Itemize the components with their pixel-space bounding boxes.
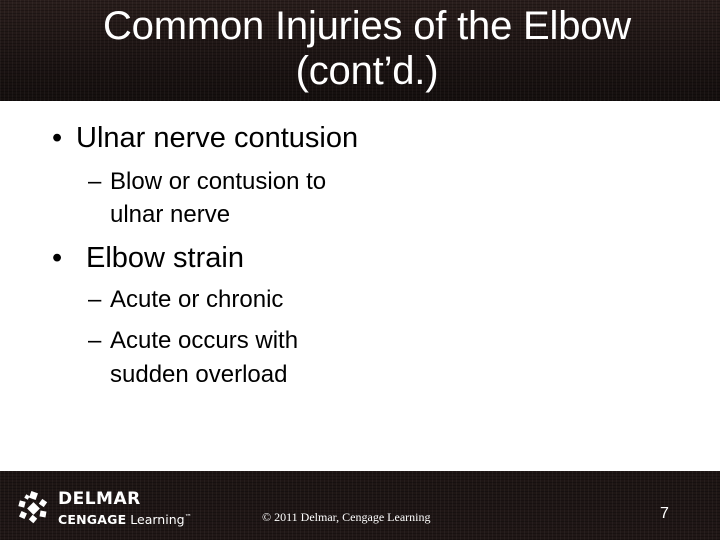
sub-bullet-marker: – [88, 286, 102, 313]
bullet-text: Elbow strain [86, 242, 244, 274]
sub-bullet-line: Acute or chronic [110, 286, 284, 313]
page-number: 7 [660, 505, 669, 522]
delmar-logo-name: DELMAR [58, 489, 141, 509]
sub-bullet-line: ulnar nerve [110, 201, 231, 228]
sub-bullet-line: sudden overload [110, 361, 288, 388]
sub-bullet-line: Acute occurs with [110, 327, 299, 354]
bullet-marker: • [52, 122, 63, 154]
bullet-elbow-strain [52, 241, 244, 275]
slide-footer [0, 471, 720, 540]
slide-title [0, 4, 720, 94]
slide-content [0, 101, 720, 471]
sub-bullet-marker: – [88, 168, 102, 195]
delmar-pinwheel-icon [17, 491, 51, 525]
copyright-text: © 2011 Delmar, Cengage Learning [262, 510, 431, 524]
bullet-text: Ulnar nerve contusion [76, 122, 359, 154]
slide-title-line-2: (cont’d.) [295, 49, 439, 93]
sub-bullet-line: Blow or contusion to [110, 168, 327, 195]
bullet-marker: • [52, 242, 63, 274]
bullet-ulnar-nerve-contusion [52, 121, 358, 155]
slide-title-line-1: Common Injuries of the Elbow [103, 4, 631, 48]
cengage-learning-logo [58, 509, 192, 528]
logo-cengage-text: CENGAGE [58, 512, 127, 528]
slide-header [0, 0, 720, 101]
logo-learning-text: Learning [126, 512, 185, 528]
logo-trademark: ™ [184, 513, 192, 521]
sub-bullet-marker: – [88, 327, 102, 354]
